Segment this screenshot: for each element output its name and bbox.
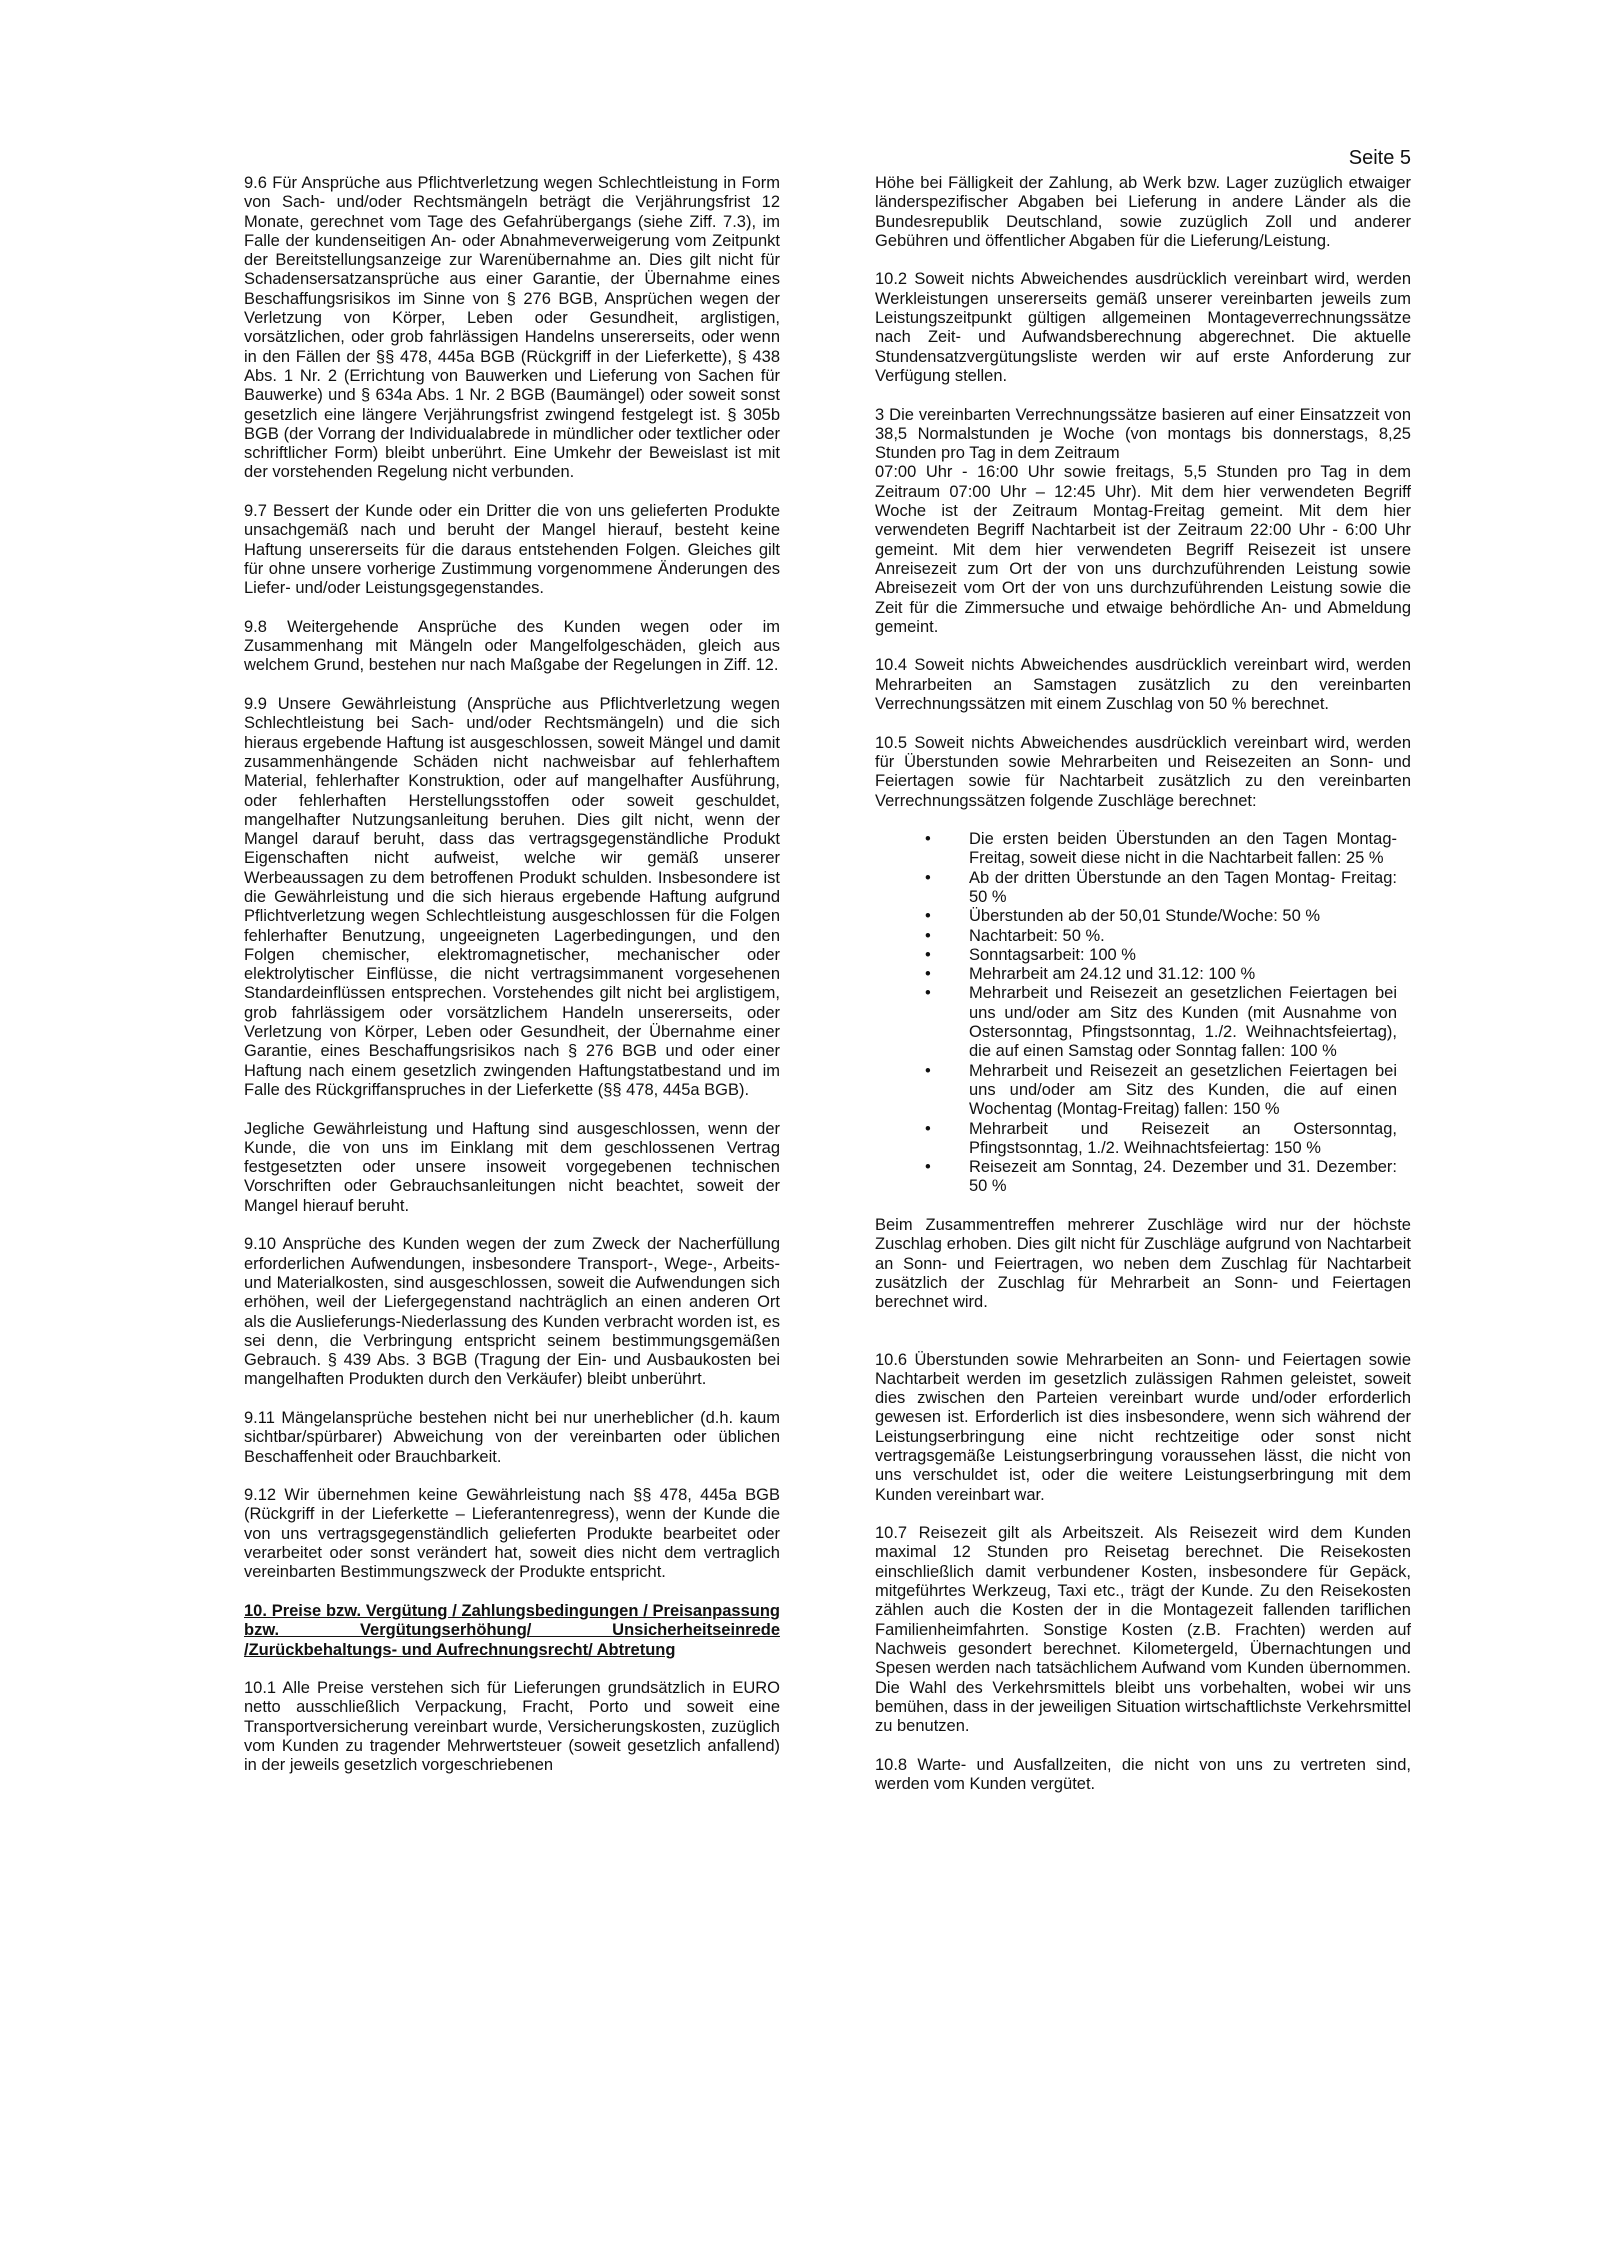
- paragraph-10-5: 10.5 Soweit nichts Abweichendes ausdrücklich vereinbart wird, werden für Überstunden sowie Mehrarbeiten und Reisezeiten an Sonn- und Feiertagen sowie für Nachtarbeit zusätzlich zu den vereinbarten Verrechnungssätzen folgende Zuschläge berechnet:: [875, 733, 1411, 810]
- list-item: • Ab der dritten Überstunde an den Tagen Montag- Freitag: 50 %: [875, 869, 1411, 908]
- list-item: • Die ersten beiden Überstunden an den Tagen Montag- Freitag, soweit diese nicht in die Nachtarbeit fallen: 25 %: [875, 830, 1411, 869]
- list-item: • Sonntagsarbeit: 100 %: [875, 946, 1411, 965]
- list-item: • Mehrarbeit und Reisezeit an Ostersonntag, Pfingstsonntag, 1./2. Weihnachtsfeiertag: 150 %: [875, 1120, 1411, 1159]
- list-item: • Nachtarbeit: 50 %.: [875, 927, 1411, 946]
- paragraph-3-b: 07:00 Uhr - 16:00 Uhr sowie freitags, 5,5 Stunden pro Tag in dem Zeitraum 07:00 Uhr – 12:45 Uhr). Mit dem hier verwendeten Begriff Woche ist der Zeitraum Montag-Freitag gemeint. Mit dem hier verwendeten Begriff Nachtarbeit ist der Zeitraum 22:00 Uhr - 6:00 Uhr gemeint. Mit dem hier verwendeten Begriff Reisezeit ist unsere Anreisezeit zum Ort der von uns durchzuführenden Leistung sowie Abreisezeit vom Ort der von uns durchzuführenden Leistung sowie die Zeit für die Zimmersuche und etwaige behördliche An- und Abmeldung gemeint.: [875, 463, 1411, 636]
- paragraph-9-8: 9.8 Weitergehende Ansprüche des Kunden wegen oder im Zusammenhang mit Mängeln oder Mangelfolgeschäden, gleich aus welchem Grund, bestehen nur nach Maßgabe der Regelungen in Ziff. 12.: [244, 617, 780, 675]
- paragraph-10-4: 10.4 Soweit nichts Abweichendes ausdrücklich vereinbart wird, werden Mehrarbeiten an Samstagen zusätzlich zu den vereinbarten Verrechnungssätzen mit einem Zuschlag von 50 % berechnet.: [875, 656, 1411, 714]
- paragraph-9-6: 9.6 Für Ansprüche aus Pflichtverletzung wegen Schlechtleistung in Form von Sach- und/oder Rechtsmängeln beträgt die Verjährungsfrist 12 Monate, gerechnet vom Tage des Gefahrübergangs (siehe Ziff. 7.3), im Falle der kundenseitigen An- oder Abnahmeverweigerung vom Zeitpunkt der Bereitstellungsanzeige zur Warenübernahme an. Dies gilt nicht für Schadensersatzansprüche aus einer Garantie, der Übernahme eines Beschaffungsrisikos im Sinne von § 276 BGB, Ansprüchen wegen der Verletzung von Körper, Leben oder Gesundheit, arglistigen, vorsätzlichen, oder grob fahrlässigen Handelns unsererseits, oder wenn in den Fällen der §§ 478, 445a BGB (Rückgriff in der Lieferkette), § 438 Abs. 1 Nr. 2 (Errichtung von Bauwerken und Lieferung von Sachen für Bauwerke) und § 634a Abs. 1 Nr. 2 BGB (Baumängel) oder soweit sonst gesetzlich eine längere Verjährungsfrist zwingend festgelegt ist. § 305b BGB (der Vorrang der Individualabrede in mündlicher oder textlicher oder schriftlicher Form) bleibt unberührt. Eine Umkehr der Beweislast ist mit der vorstehenden Regelung nicht verbunden.: [244, 174, 780, 482]
- list-item: • Mehrarbeit und Reisezeit an gesetzlichen Feiertagen bei uns und/oder am Sitz des Kunden, die auf einen Wochentag (Montag-Freitag) fallen: 150 %: [875, 1062, 1411, 1120]
- paragraph-9-11: 9.11 Mängelansprüche bestehen nicht bei nur unerheblicher (d.h. kaum sichtbar/spürbarer) Abweichung von der vereinbarten oder üblichen Beschaffenheit oder Brauchbarkeit.: [244, 1409, 780, 1466]
- paragraph-9-12: 9.12 Wir übernehmen keine Gewährleistung nach §§ 478, 445a BGB (Rückgriff in der Lieferkette – Lieferantenregress), wenn der Kunde die von uns vertragsgegenständlich gelieferten Produkte bearbeitet oder verarbeitet oder sonst verändert hat, soweit dies nicht dem vertraglich vereinbarten Bestimmungszweck der Produkte entspricht.: [244, 1486, 780, 1582]
- right-column: [875, 174, 1411, 1794]
- list-item: • Überstunden ab der 50,01 Stunde/Woche: 50 %: [875, 907, 1411, 926]
- paragraph-jegliche: Jegliche Gewährleistung und Haftung sind ausgeschlossen, wenn der Kunde, die von uns im Einklang mit dem geschlossenen Vertrag festgesetzten oder unsere insoweit vorgegebenen technischen Vorschriften oder Gebrauchsanleitungen nicht beachtet, soweit der Mangel hierauf beruht.: [244, 1119, 780, 1215]
- paragraph-9-10: 9.10 Ansprüche des Kunden wegen der zum Zweck der Nacherfüllung erforderlichen Aufwendungen, insbesondere Transport-, Wege-, Arbeits- und Materialkosten, sind ausgeschlossen, soweit die Aufwendungen sich erhöhen, weil der Liefergegenstand nachträglich an einen anderen Ort als die Auslieferungs-Niederlassung des Kunden verbracht worden ist, es sei denn, die Verbringung entspricht seinem bestimmungsgemäßen Gebrauch. § 439 Abs. 3 BGB (Tragung der Ein- und Ausbaukosten bei mangelhaften Produkten durch den Verkäufer) bleibt unberührt.: [244, 1235, 780, 1389]
- paragraph-10-7: 10.7 Reisezeit gilt als Arbeitszeit. Als Reisezeit wird dem Kunden maximal 12 Stunden pro Reisetag berechnet. Die Reisekosten einschließlich damit verbundener Kosten, insbesondere für Gepäck, mitgeführtes Werkzeug, Taxi etc., trägt der Kunde. Zu den Reisekosten zählen auch die Kosten der in die Montagezeit fallenden tariflichen Familienheimfahrten. Sonstige Kosten (z.B. Frachten) werden auf Nachweis gesondert berechnet. Kilometergeld, Übernachtungen und Spesen werden nach tatsächlichem Aufwand vom Kunden übernommen. Die Wahl des Verkehrsmittels bleibt uns vorbehalten, wobei wir uns bemühen, dass in der jeweiligen Situation wirtschaftlichste Verkehrsmittel zu benutzen.: [875, 1524, 1411, 1736]
- paragraph-3-a: 3 Die vereinbarten Verrechnungssätze basieren auf einer Einsatzzeit von 38,5 Normalstunden je Woche (von montags bis donnerstags, 8,25 Stunden pro Tag in dem Zeitraum: [875, 405, 1411, 463]
- paragraph-10-6: 10.6 Überstunden sowie Mehrarbeiten an Sonn- und Feiertagen sowie Nachtarbeit werden im gesetzlich zulässigen Rahmen geleistet, soweit dies zwischen den Parteien vereinbart wurde und/oder erforderlich gewesen ist. Erforderlich ist dies insbesondere, wenn sich während der Leistungserbringung eine nicht rechtzeitige oder sonst nicht vertragsgemäße Leistungserbringung voraussehen lässt, die nicht von uns verschuldet ist, oder die weitere Leistungserbringung mit dem Kunden vereinbart war.: [875, 1350, 1411, 1504]
- paragraph-10-1: 10.1 Alle Preise verstehen sich für Lieferungen grundsätzlich in EURO netto ausschließlich Verpackung, Fracht, Porto und soweit eine Transportversicherung vereinbart wurde, Versicherungskosten, zuzüglich vom Kunden zu tragender Mehrwertsteuer (soweit gesetzlich anfallend) in der jeweils gesetzlich vorgeschriebenen: [244, 1679, 780, 1775]
- list-item: • Mehrarbeit am 24.12 und 31.12: 100 %: [875, 965, 1411, 984]
- list-item: • Reisezeit am Sonntag, 24. Dezember und 31. Dezember: 50 %: [875, 1158, 1411, 1197]
- paragraph-10-1-continued: Höhe bei Fälligkeit der Zahlung, ab Werk bzw. Lager zuzüglich etwaiger länderspezifischer Abgaben bei Lieferung in andere Länder als die Bundesrepublik Deutschland, sowie zuzüglich Zoll und anderer Gebühren und öffentlicher Abgaben für die Lieferung/Leistung.: [875, 174, 1411, 250]
- left-column: [244, 174, 780, 1776]
- page-number: Seite 5: [1348, 147, 1411, 169]
- list-item: • Mehrarbeit und Reisezeit an gesetzlichen Feiertagen bei uns und/oder am Sitz des Kunden (mit Ausnahme von Ostersonntag, Pfingstsonntag, 1./2. Weihnachtsfeiertag), die auf einen Samstag oder Sonntag fallen: 100 %: [875, 984, 1411, 1061]
- paragraph-9-9: 9.9 Unsere Gewährleistung (Ansprüche aus Pflichtverletzung wegen Schlechtleistung bei Sach- und/oder Rechtsmängeln) und die sich hieraus ergebende Haftung ist ausgeschlossen, soweit Mängel und damit zusammenhängende Schäden nicht nachweisbar auf fehlerhaftem Material, fehlerhafter Konstruktion, oder auf mangelhafter Ausführung, oder fehlerhaften Herstellungsstoffen oder soweit geschuldet, mangelhafter Nutzungsanleitung beruhen. Dies gilt nicht, wenn der Mangel darauf beruht, dass das vertragsgegenständliche Produkt Eigenschaften nicht aufweist, welche wir gemäß unserer Werbeaussagen zu dem betroffenen Produkt schulden. Insbesondere ist die Gewährleistung und die sich hieraus ergebende Haftung aufgrund Pflichtverletzung wegen Schlechtleistung ausgeschlossen für die Folgen fehlerhafter Benutzung, ungeeigneten Lagerbedingungen, und den Folgen chemischer, elektromagnetischer, mechanischer oder elektrolytischer Einflüsse, die nicht vertragsimmanent vorgesehenen Standardeinflüssen entsprechen. Vorstehendes gilt nicht bei arglistigem, grob fahrlässigem oder vorsätzlichem Handeln unsererseits, oder Verletzung von Körper, Leben oder Gesundheit, der Übernahme einer Garantie, eines Beschaffungsrisikos nach § 276 BGB und oder einer Haftung nach einem gesetzlich zwingenden Haftungstatbestand und im Falle des Rückgriffanspruches in der Lieferkette (§§ 478, 445a BGB).: [244, 695, 780, 1099]
- paragraph-zusammentreffen: Beim Zusammentreffen mehrerer Zuschläge wird nur der höchste Zuschlag erhoben. Dies gilt nicht für Zuschläge aufgrund von Nachtarbeit an Sonn- und Feiertragen, wo neben dem Zuschlag für Nachtarbeit zusätzlich der Zuschlag für Mehrarbeit an Sonn- und Feiertagen berechnet wird.: [875, 1216, 1411, 1312]
- paragraph-10-2: 10.2 Soweit nichts Abweichendes ausdrücklich vereinbart wird, werden Werkleistungen unsererseits gemäß unserer vereinbarten jeweils zum Leistungszeitpunkt gültigen allgemeinen Montageverrechnungssätze nach Zeit- und Aufwandsberechnung abgerechnet. Die aktuelle Stundensatzvergütungsliste werden wir auf erste Anforderung zur Verfügung stellen.: [875, 270, 1411, 385]
- section-heading-10: 10. Preise bzw. Vergütung / Zahlungsbedingungen / Preisanpassung bzw. Vergütungserhöhung/ Unsicherheitseinrede /Zurückbehaltungs- und Aufrechnungsrecht/ Abtretung: [244, 1601, 780, 1659]
- paragraph-10-8: 10.8 Warte- und Ausfallzeiten, die nicht von uns zu vertreten sind, werden vom Kunden vergütet.: [875, 1755, 1411, 1794]
- paragraph-9-7: 9.7 Bessert der Kunde oder ein Dritter die von uns gelieferten Produkte unsachgemäß nach und beruht der Mangel hierauf, besteht keine Haftung unsererseits für die daraus entstehenden Folgen. Gleiches gilt für ohne unsere vorherige Zustimmung vorgenommene Änderungen des Liefer- und/oder Leistungsgegenstandes.: [244, 502, 780, 598]
- surcharge-list: [875, 830, 1411, 1197]
